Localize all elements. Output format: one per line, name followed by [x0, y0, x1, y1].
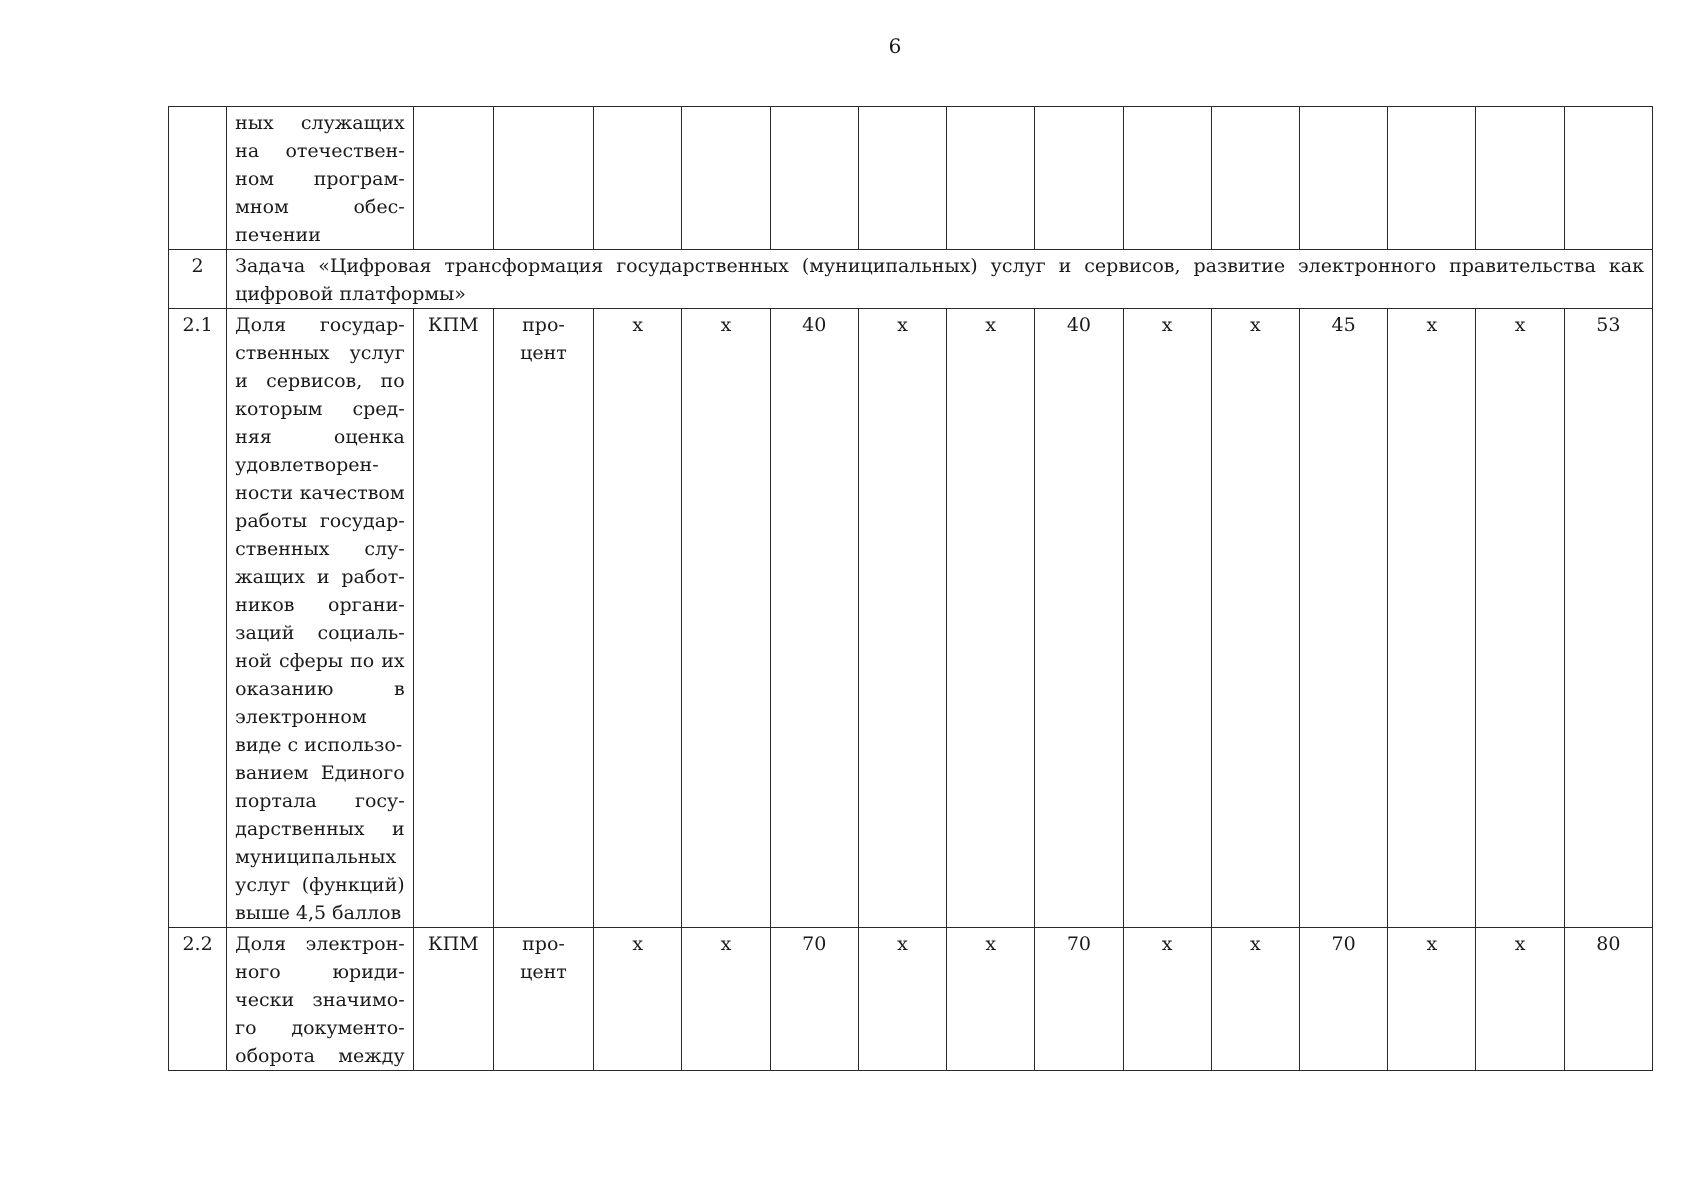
indicator-name-line: Доля электрон-	[235, 933, 405, 955]
value-cell: 70	[1300, 928, 1388, 1071]
indicator-name-line: няя оценка	[235, 426, 405, 448]
indicator-name-line: работы государ-	[235, 510, 405, 532]
indicator-name-line: которым сред-	[235, 398, 405, 420]
row-number: 2.2	[169, 928, 227, 1071]
value-cell: 80	[1564, 928, 1652, 1071]
empty-cell	[682, 107, 770, 250]
unit-line: про-	[522, 933, 565, 955]
indicator-name-line: выше 4,5 баллов	[235, 902, 402, 924]
indicator-name	[227, 107, 414, 250]
table-row-task	[169, 250, 1653, 309]
value-cell: х	[858, 309, 946, 928]
empty-cell	[1476, 107, 1564, 250]
task-title: Задача «Цифровая трансформация государственных (муниципальных) услуг и сервисов, развитие электронного правительства как цифровой платформы»	[227, 250, 1653, 309]
empty-cell	[1564, 107, 1652, 250]
row-number	[169, 107, 227, 250]
table-row-2-2	[169, 928, 1653, 1071]
empty-cell	[1388, 107, 1476, 250]
empty-cell	[493, 107, 593, 250]
empty-cell	[770, 107, 858, 250]
value-cell: х	[858, 928, 946, 1071]
unit-cell	[493, 928, 593, 1071]
indicator-name-line: портала госу-	[235, 790, 405, 812]
indicator-name-line: ственных услуг	[235, 342, 405, 364]
indicator-name-line: ности качеством	[235, 482, 405, 504]
empty-cell	[947, 107, 1035, 250]
indicator-name-line: ном програм-	[235, 168, 405, 190]
indicator-name-line: ственных слу-	[235, 538, 405, 560]
indicator-name-line: ного юриди-	[235, 961, 405, 983]
indicator-name-line: дарственных и	[235, 818, 405, 840]
empty-cell	[1035, 107, 1123, 250]
source-cell: КПМ	[413, 928, 493, 1071]
value-cell: 40	[770, 309, 858, 928]
empty-cell	[413, 107, 493, 250]
indicator-name-line: Доля государ-	[235, 314, 405, 336]
indicator-name-line: ных служащих	[235, 112, 405, 134]
indicator-name-line: муниципальных	[235, 846, 397, 868]
row-number: 2.1	[169, 309, 227, 928]
value-cell: 70	[770, 928, 858, 1071]
value-cell: х	[1211, 928, 1299, 1071]
page-number: 6	[888, 34, 902, 58]
indicator-name-line: оказанию в	[235, 678, 405, 700]
indicator-name-line: мном обес-	[235, 196, 405, 218]
row-number: 2	[169, 250, 227, 309]
indicator-name-line: виде с использо-	[235, 734, 403, 756]
indicator-name-line: услуг (функций)	[235, 874, 405, 896]
unit-line: цент	[520, 342, 567, 364]
unit-line: цент	[520, 961, 567, 983]
value-cell: х	[594, 928, 682, 1071]
value-cell: х	[1211, 309, 1299, 928]
indicator-name-line: электронном	[235, 706, 367, 728]
value-cell: х	[947, 928, 1035, 1071]
table-row-2-1	[169, 309, 1653, 928]
indicator-name	[227, 309, 414, 928]
empty-cell	[1123, 107, 1211, 250]
table-row-continued	[169, 107, 1653, 250]
indicator-name-line: на отечествен-	[235, 140, 405, 162]
value-cell: х	[682, 928, 770, 1071]
empty-cell	[858, 107, 946, 250]
value-cell: 53	[1564, 309, 1652, 928]
indicator-name-line: чески значимо-	[235, 989, 405, 1011]
unit-cell	[493, 309, 593, 928]
indicator-name-line: ванием Единого	[235, 762, 405, 784]
value-cell: х	[1123, 309, 1211, 928]
empty-cell	[594, 107, 682, 250]
value-cell: х	[1388, 309, 1476, 928]
value-cell: 70	[1035, 928, 1123, 1071]
indicator-name-line: жащих и работ-	[235, 566, 405, 588]
value-cell: 40	[1035, 309, 1123, 928]
unit-line: про-	[522, 314, 565, 336]
indicator-name-line: и сервисов, по	[235, 370, 405, 392]
value-cell: х	[947, 309, 1035, 928]
indicator-name-line: го документо-	[235, 1017, 405, 1039]
indicator-name-line: оборота между	[235, 1045, 405, 1067]
indicator-name-line: печении	[235, 224, 321, 246]
source-cell: КПМ	[413, 309, 493, 928]
value-cell: х	[1476, 928, 1564, 1071]
value-cell: х	[1476, 309, 1564, 928]
value-cell: х	[1123, 928, 1211, 1071]
indicator-name	[227, 928, 414, 1071]
indicator-name-line: удовлетворен-	[235, 454, 379, 476]
value-cell: х	[682, 309, 770, 928]
value-cell: х	[1388, 928, 1476, 1071]
value-cell: 45	[1300, 309, 1388, 928]
indicators-table	[168, 106, 1653, 1071]
indicator-name-line: ников органи-	[235, 594, 405, 616]
value-cell: х	[594, 309, 682, 928]
indicator-name-line: заций социаль-	[235, 622, 405, 644]
indicator-name-line: ной сферы по их	[235, 650, 405, 672]
empty-cell	[1300, 107, 1388, 250]
empty-cell	[1211, 107, 1299, 250]
